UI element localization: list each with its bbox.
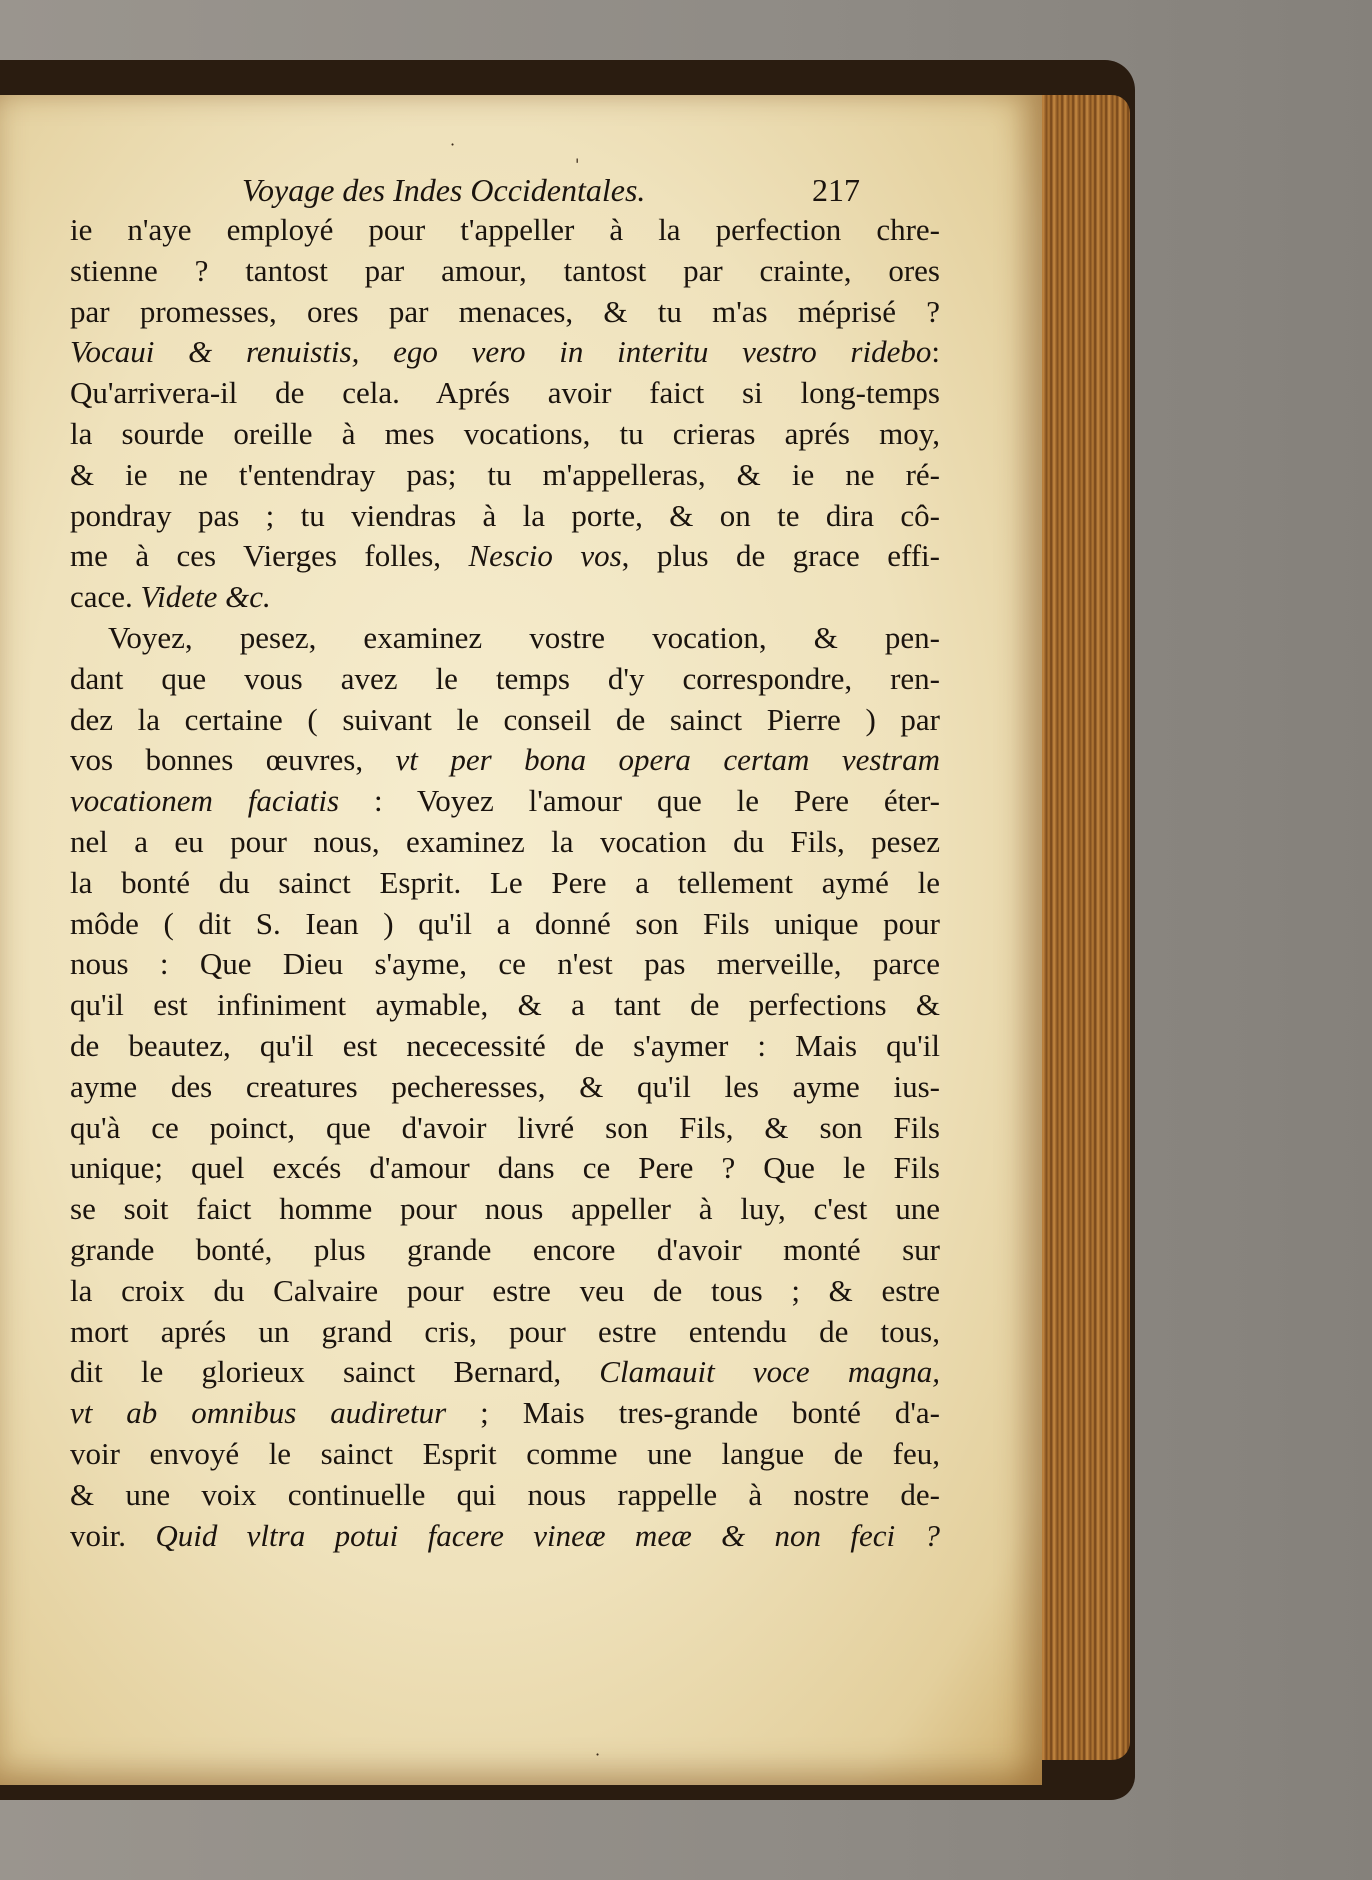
text-line [70, 1352, 940, 1393]
text-segment: nous : Que Dieu s'ayme, ce n'est pas merveille, parce [70, 946, 940, 982]
text-line [70, 1067, 940, 1108]
text-line [70, 700, 940, 741]
text-line [70, 292, 940, 333]
text-line [70, 1108, 940, 1149]
text-segment: Qu'arrivera-il de cela. Aprés avoir faict si long-temps [70, 375, 940, 411]
latin-quote: Quid vltra potui facere vineæ meæ & non feci ? [155, 1517, 940, 1553]
text-line [70, 251, 940, 292]
text-line [70, 1189, 940, 1230]
text-line [70, 659, 940, 700]
running-head [70, 170, 940, 210]
latin-quote: vt ab omnibus audiretur [70, 1395, 447, 1431]
text-segment: pondray pas ; tu viendras à la porte, & on te dira cô- [70, 497, 940, 533]
latin-quote: Videte &c. [140, 579, 271, 615]
text-line [70, 1026, 940, 1067]
text-line [70, 1271, 940, 1312]
text-segment: se soit faict homme pour nous appeller à luy, c'est une [70, 1191, 940, 1227]
text-segment: : Voyez l'amour que le Pere éter- [339, 783, 940, 819]
latin-quote: Vocaui & renuistis, ego vero in interitu vestro ridebo [70, 334, 932, 370]
text-segment: par promesses, ores par menaces, & tu m'as méprisé ? [70, 293, 940, 329]
text-line [70, 1393, 940, 1434]
text-line [70, 536, 940, 577]
text-segment: la bonté du sainct Esprit. Le Pere a tellement aymé le [70, 864, 940, 900]
text-segment: dant que vous avez le temps d'y correspondre, ren- [70, 660, 940, 696]
ink-speck: · [595, 1745, 601, 1764]
text-segment: grande bonté, plus grande encore d'avoir monté sur [70, 1231, 940, 1267]
text-segment: de beautez, qu'il est nececessité de s'aymer : Mais qu'il [70, 1027, 940, 1063]
text-line [70, 1475, 940, 1516]
text-line [70, 414, 940, 455]
text-segment: la sourde oreille à mes vocations, tu crieras aprés moy, [70, 415, 940, 451]
text-segment: ie n'aye employé pour t'appeller à la perfection chre- [70, 212, 940, 247]
text-line [70, 1312, 940, 1353]
page-text-block [70, 170, 940, 1556]
ink-speck: ' [575, 155, 580, 174]
text-line [70, 863, 940, 904]
latin-quote: vt per bona opera certam vestram [395, 742, 940, 778]
text-line [70, 496, 940, 537]
text-segment: môde ( dit S. Iean ) qu'il a donné son Fils unique pour [70, 905, 940, 941]
text-segment: qu'il est infiniment aymable, & a tant de perfections & [70, 987, 940, 1023]
text-segment: & ie ne t'entendray pas; tu m'appelleras, & ie ne ré- [70, 456, 940, 492]
text-line [70, 332, 940, 373]
text-segment: , plus de grace effi- [621, 538, 940, 574]
latin-quote: Clamauit voce magna, [599, 1354, 940, 1390]
text-line [70, 1230, 940, 1271]
text-line [70, 210, 940, 251]
latin-quote: vocationem faciatis [70, 783, 340, 819]
text-line [70, 1148, 940, 1189]
ink-speck: · [450, 135, 456, 154]
text-segment: mort aprés un grand cris, pour estre entendu de tous, [70, 1313, 940, 1349]
text-segment: la croix du Calvaire pour estre veu de tous ; & estre [70, 1272, 940, 1308]
text-segment: voir. [70, 1517, 156, 1553]
text-line [70, 985, 940, 1026]
text-segment: me à ces Vierges folles, [70, 538, 469, 574]
text-segment: nel a eu pour nous, examinez la vocation du Fils, pesez [70, 823, 940, 859]
latin-quote: Nescio vos [468, 538, 622, 574]
text-line [70, 904, 940, 945]
text-line [70, 1434, 940, 1475]
text-segment: vos bonnes œuvres, [70, 742, 396, 778]
text-line [70, 1516, 940, 1557]
text-line [70, 822, 940, 863]
text-segment: voir envoyé le sainct Esprit comme une langue de feu, [70, 1435, 940, 1471]
text-line [70, 740, 940, 781]
page-number: 217 [812, 172, 860, 208]
text-segment: cace. [70, 579, 141, 615]
text-segment: unique; quel excés d'amour dans ce Pere ? Que le Fils [70, 1150, 940, 1186]
text-line [70, 781, 940, 822]
text-segment: dez la certaine ( suivant le conseil de sainct Pierre ) par [70, 701, 940, 737]
running-title: Voyage des Indes Occidentales. [242, 172, 646, 208]
text-line [70, 373, 940, 414]
text-line [70, 577, 940, 618]
body-text [70, 210, 940, 1556]
text-segment: stienne ? tantost par amour, tantost par crainte, ores [70, 252, 940, 288]
text-line [70, 455, 940, 496]
text-segment: ayme des creatures pecheresses, & qu'il les ayme ius- [70, 1068, 940, 1104]
text-segment: Voyez, pesez, examinez vostre vocation, & pen- [108, 619, 940, 655]
text-line [70, 618, 940, 659]
text-segment: & une voix continuelle qui nous rappelle à nostre de- [70, 1476, 940, 1512]
text-segment: : [931, 334, 940, 370]
text-line [70, 944, 940, 985]
text-segment: qu'à ce poinct, que d'avoir livré son Fils, & son Fils [70, 1109, 940, 1145]
page-edges [1035, 95, 1130, 1760]
text-segment: ; Mais tres-grande bonté d'a- [446, 1395, 940, 1431]
text-segment: dit le glorieux sainct Bernard, [70, 1354, 600, 1390]
